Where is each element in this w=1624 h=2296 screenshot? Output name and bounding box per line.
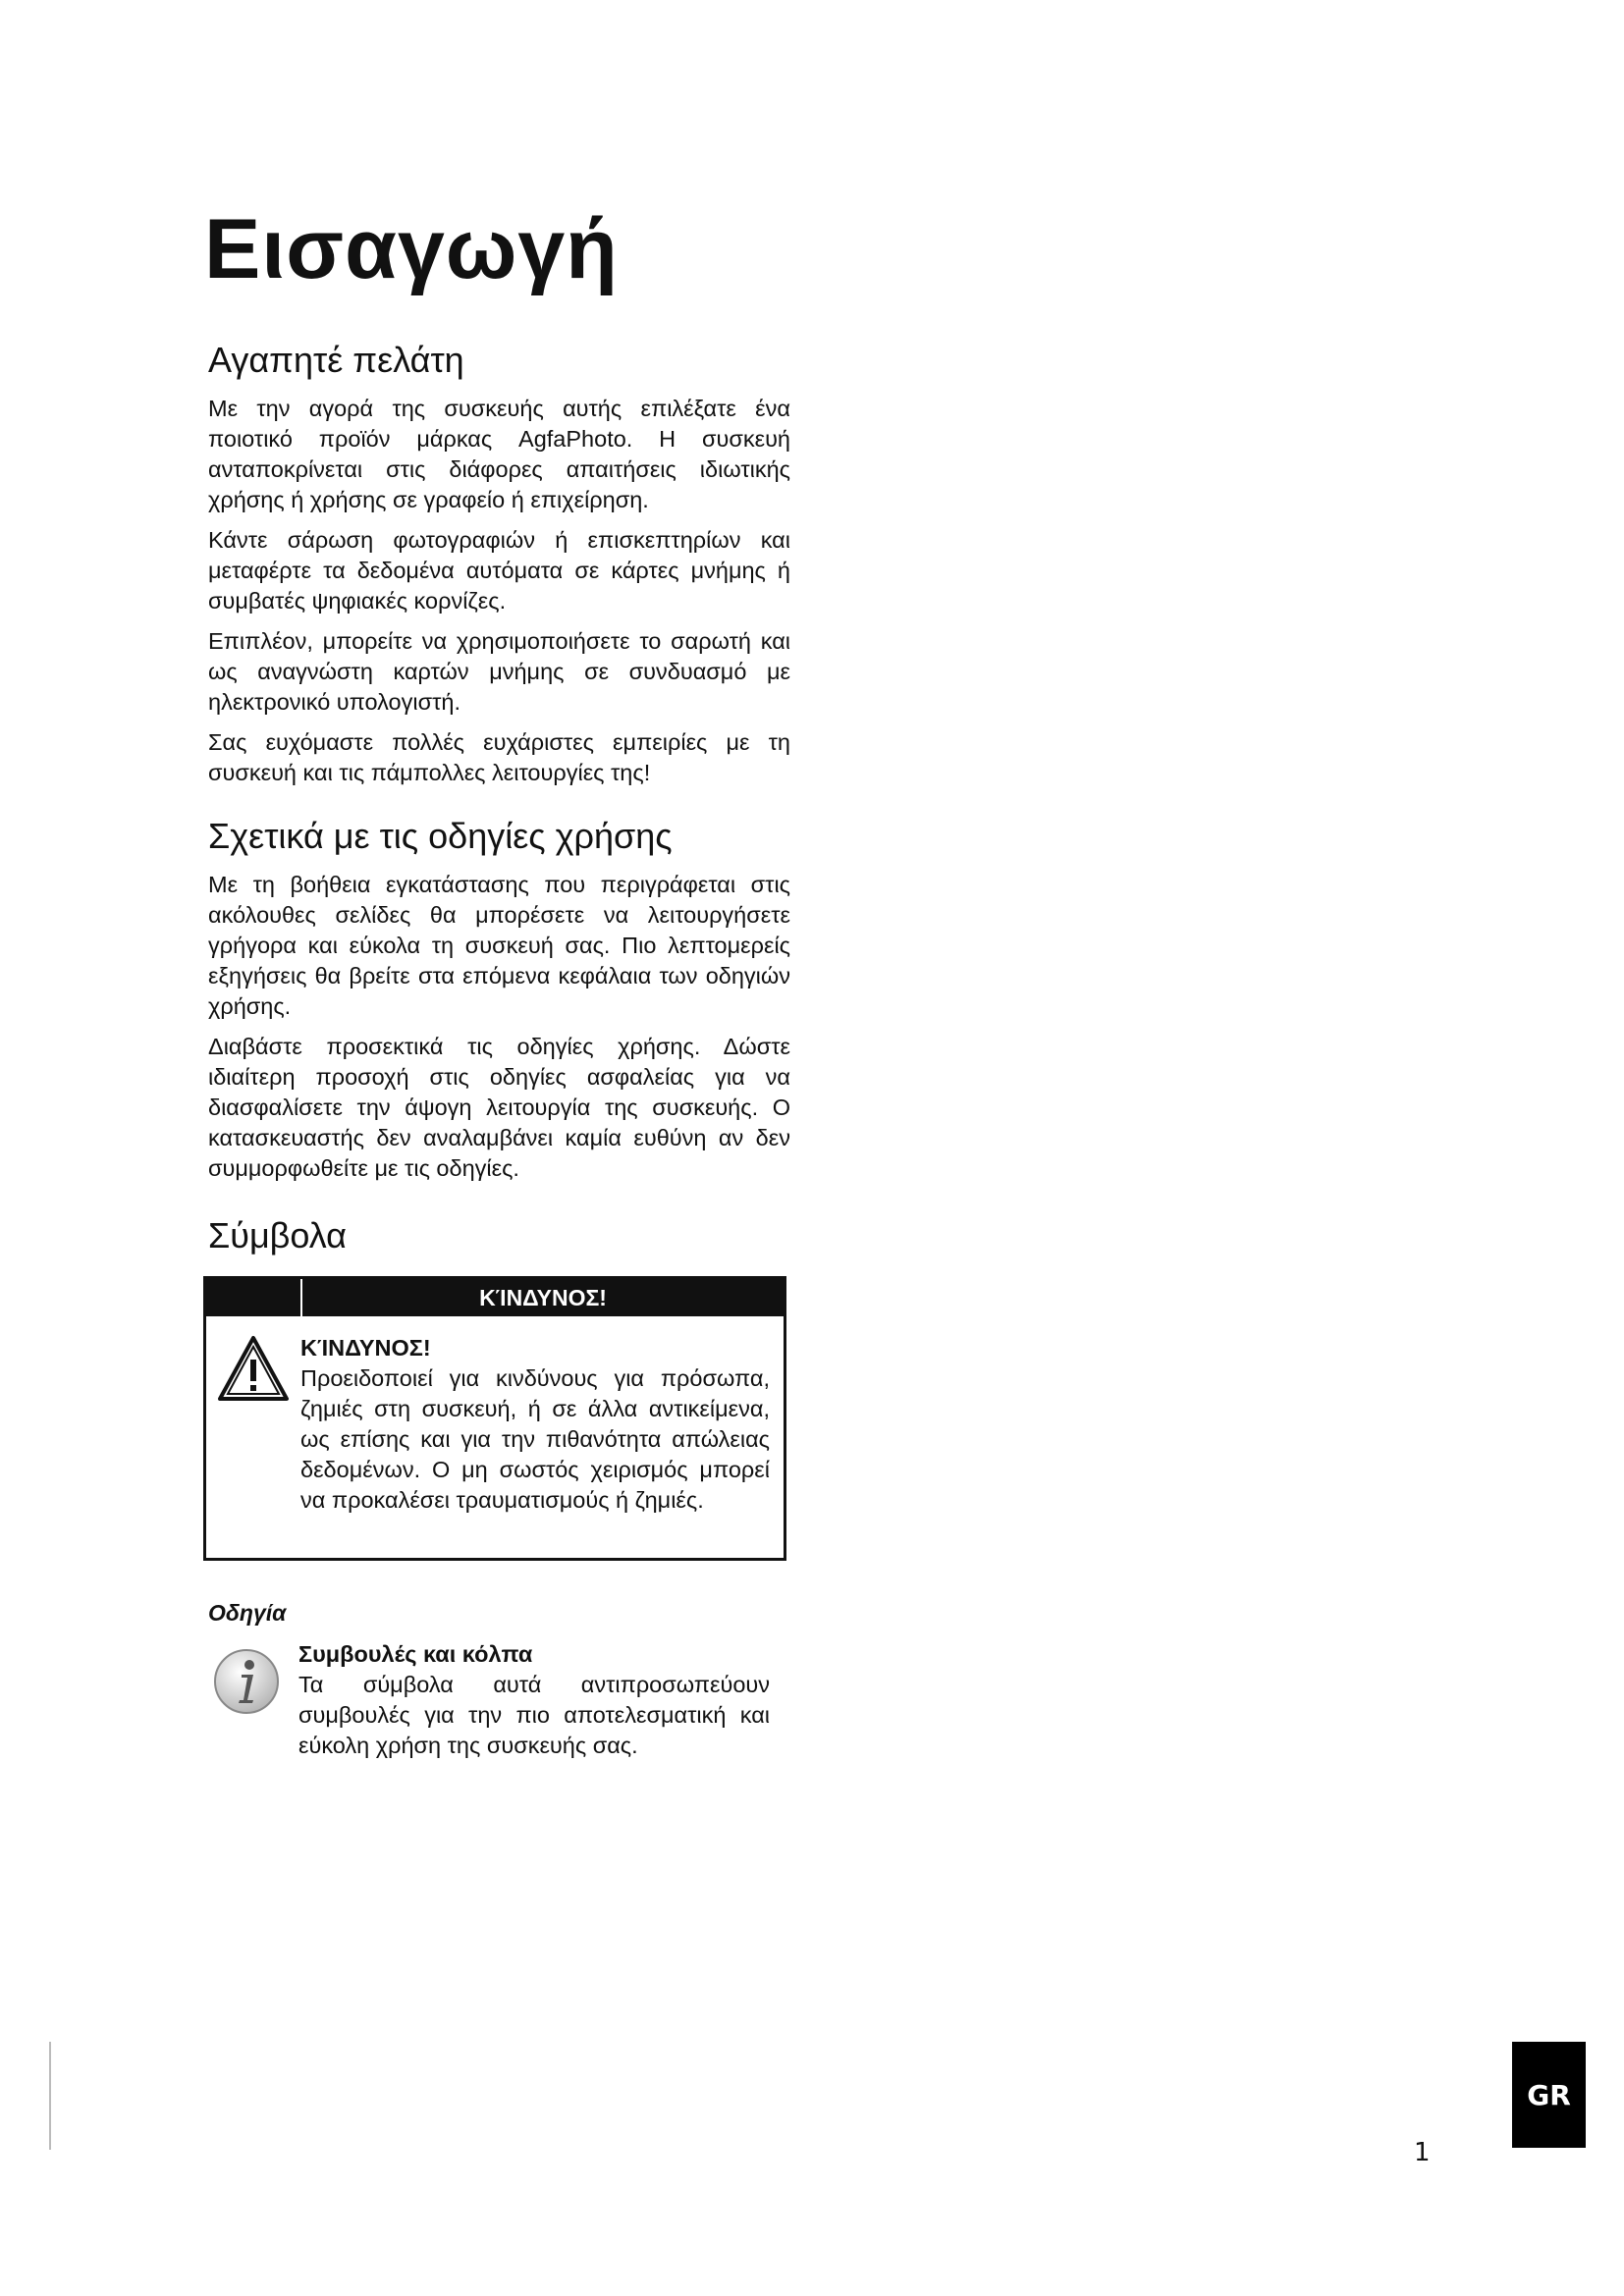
paragraph: Διαβάστε προσεκτικά τις οδηγίες χρήσης. Δώστε ιδιαίτερη προσοχή στις οδηγίες ασφαλείας για να διασφαλίσετε την άψογη λειτουργία της συσκευής. Ο κατασκευαστής δεν αναλαμβάνει καμία ευθύνη αν δεν συμμορφωθείτε με τις οδηγίες. [208,1034,790,1181]
paragraph: Επιπλέον, μπορείτε να χρησιμοποιήσετε το σαρωτή και ως αναγνώστη καρτών μνήμης σε συνδυασμό με ηλεκτρονικό υπολογιστή. [208,628,790,715]
section-heading: Σύμβολα [208,1215,347,1255]
info-icon [212,1647,281,1716]
paragraph: Σας ευχόμαστε πολλές ευχάριστες εμπειρίες με τη συσκευή και τις πάμπολλες λειτουργίες της! [208,729,790,785]
tip-title: Συμβουλές και κόλπα [298,1641,533,1667]
danger-header [206,1279,784,1316]
section-about-manual [208,815,790,1194]
margin-rule [49,2042,51,2150]
page-number: 1 [1414,2138,1431,2167]
danger-title: ΚΊΝΔΥΝΟΣ! [300,1335,431,1361]
danger-content [300,1333,770,1516]
section-dear-customer [208,339,790,798]
danger-description: Προειδοποιεί για κινδύνους για πρόσωπα, ζημιές στη συσκευή, ή σε άλλα αντικείμενα, ως επίσης και για την πιθανότητα απώλειας δεδομένων. Ο μη σωστός χειρισμός μπορεί να προκαλέσει τραυματισμούς ή ζημιές. [300,1365,770,1513]
tip-content [298,1639,770,1761]
language-tab: GR [1512,2042,1586,2148]
tip-description: Τα σύμβολα αυτά αντιπροσωπεύουν συμβουλές για την πιο αποτελεσματική και εύκολη χρήση της συσκευής σας. [298,1672,770,1758]
section-heading: Αγαπητέ πελάτη [208,340,464,380]
danger-header-label: ΚΊΝΔΥΝΟΣ! [300,1279,784,1316]
section-symbols [208,1214,790,1269]
paragraph: Με την αγορά της συσκευής αυτής επιλέξατε ένα ποιοτικό προϊόν μάρκας AgfaPhoto. Η συσκευή ανταποκρίνεται στις διάφορες απαιτήσεις ιδιωτικής χρήσης ή χρήσης σε γραφείο ή επιχείρηση. [208,396,790,512]
page-title: Εισαγωγή [204,202,619,296]
paragraph: Κάντε σάρωση φωτογραφιών ή επισκεπτηρίων και μεταφέρτε τα δεδομένα αυτόματα σε κάρτες μνήμης ή συμβατές ψηφιακές κορνίζες. [208,527,790,614]
warning-triangle-icon [216,1334,291,1403]
danger-box [203,1276,786,1561]
section-heading: Σχετικά με τις οδηγίες χρήσης [208,816,673,856]
paragraph: Με τη βοήθεια εγκατάστασης που περιγράφεται στις ακόλουθες σελίδες θα μπορέσετε να λειτουργήσετε γρήγορα και εύκολα τη συσκευή σας. Πιο λεπτομερείς εξηγήσεις θα βρείτε στα επόμενα κεφάλαια των οδηγιών χρήσης. [208,872,790,1019]
note-label: Οδηγία [208,1600,287,1626]
